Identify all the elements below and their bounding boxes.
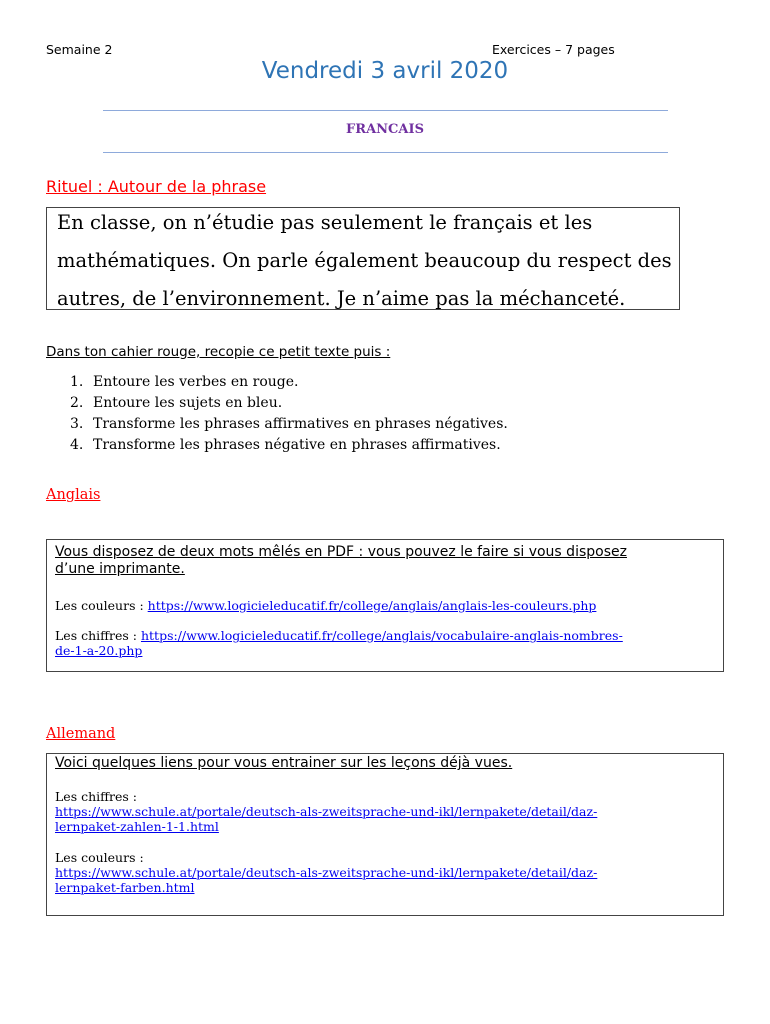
anglais-intro-line: d’une imprimante. [55,561,185,577]
exercises-count: Exercices – 7 pages [492,42,615,57]
numbers-label: Les chiffres : [55,789,137,804]
step-text: Entoure les verbes en rouge. [93,374,299,390]
allemand-numbers-link[interactable] [55,804,597,834]
list-item [70,393,508,414]
anglais-box [46,539,724,672]
allemand-colors-link[interactable] [55,865,597,895]
link-text[interactable]: lernpaket-farben.html [55,880,195,895]
link-text[interactable]: lernpaket-zahlen-1-1.html [55,819,219,834]
subject-heading: FRANCAIS [346,122,424,137]
anglais-title: Anglais [46,487,101,503]
divider-bottom [103,152,668,153]
rituel-text-box [46,207,680,310]
step-text: Transforme les phrases affirmatives en phrases négatives. [93,416,508,432]
numbers-label: Les chiffres : [55,628,141,643]
link-text[interactable]: https://www.schule.at/portale/deutsch-als-zweitsprache-und-ikl/lernpakete/detail/daz- [55,804,598,819]
step-number: 3. [70,416,84,432]
step-text: Transforme les phrases négative en phrases affirmatives. [93,437,501,453]
anglais-colors-row [55,598,715,613]
list-item [70,414,508,435]
step-text: Entoure les sujets en bleu. [93,395,283,411]
anglais-numbers-row [55,628,715,658]
rituel-line: mathématiques. On parle également beaucoup du respect des [57,249,672,272]
colors-label: Les couleurs : [55,598,148,613]
week-label: Semaine 2 [46,42,113,57]
colors-label: Les couleurs : [55,850,144,865]
divider-top [103,110,668,111]
rituel-line: En classe, on n’étudie pas seulement le français et les [57,211,593,234]
rituel-instruction: Dans ton cahier rouge, recopie ce petit texte puis : [46,344,391,360]
allemand-numbers-row [55,789,715,834]
anglais-numbers-link[interactable] [55,628,623,658]
link-text[interactable]: https://www.logicieleducatif.fr/college/anglais/vocabulaire-anglais-nombres- [140,628,623,643]
step-number: 1. [70,374,84,390]
list-item [70,372,508,393]
allemand-box [46,753,724,916]
anglais-colors-link[interactable]: https://www.logicieleducatif.fr/college/anglais/anglais-les-couleurs.php [147,598,597,613]
step-number: 2. [70,395,84,411]
anglais-intro [55,544,715,578]
rituel-line: autres, de l’environnement. Je n’aime pas la méchanceté. [57,287,626,310]
allemand-colors-row [55,850,715,895]
link-text[interactable]: https://www.schule.at/portale/deutsch-als-zweitsprache-und-ikl/lernpakete/detail/daz- [55,865,598,880]
anglais-intro-line: Vous disposez de deux mots mêlés en PDF : vous pouvez le faire si vous disposez [55,544,627,560]
allemand-intro: Voici quelques liens pour vous entrainer sur les leçons déjà vues. [55,755,513,771]
rituel-title: Rituel : Autour de la phrase [46,177,267,196]
steps-list [70,372,508,456]
link-text[interactable]: de-1-a-20.php [55,643,143,658]
step-number: 4. [70,437,84,453]
allemand-title: Allemand [46,726,116,742]
list-item [70,435,508,456]
page-title: Vendredi 3 avril 2020 [261,58,509,84]
